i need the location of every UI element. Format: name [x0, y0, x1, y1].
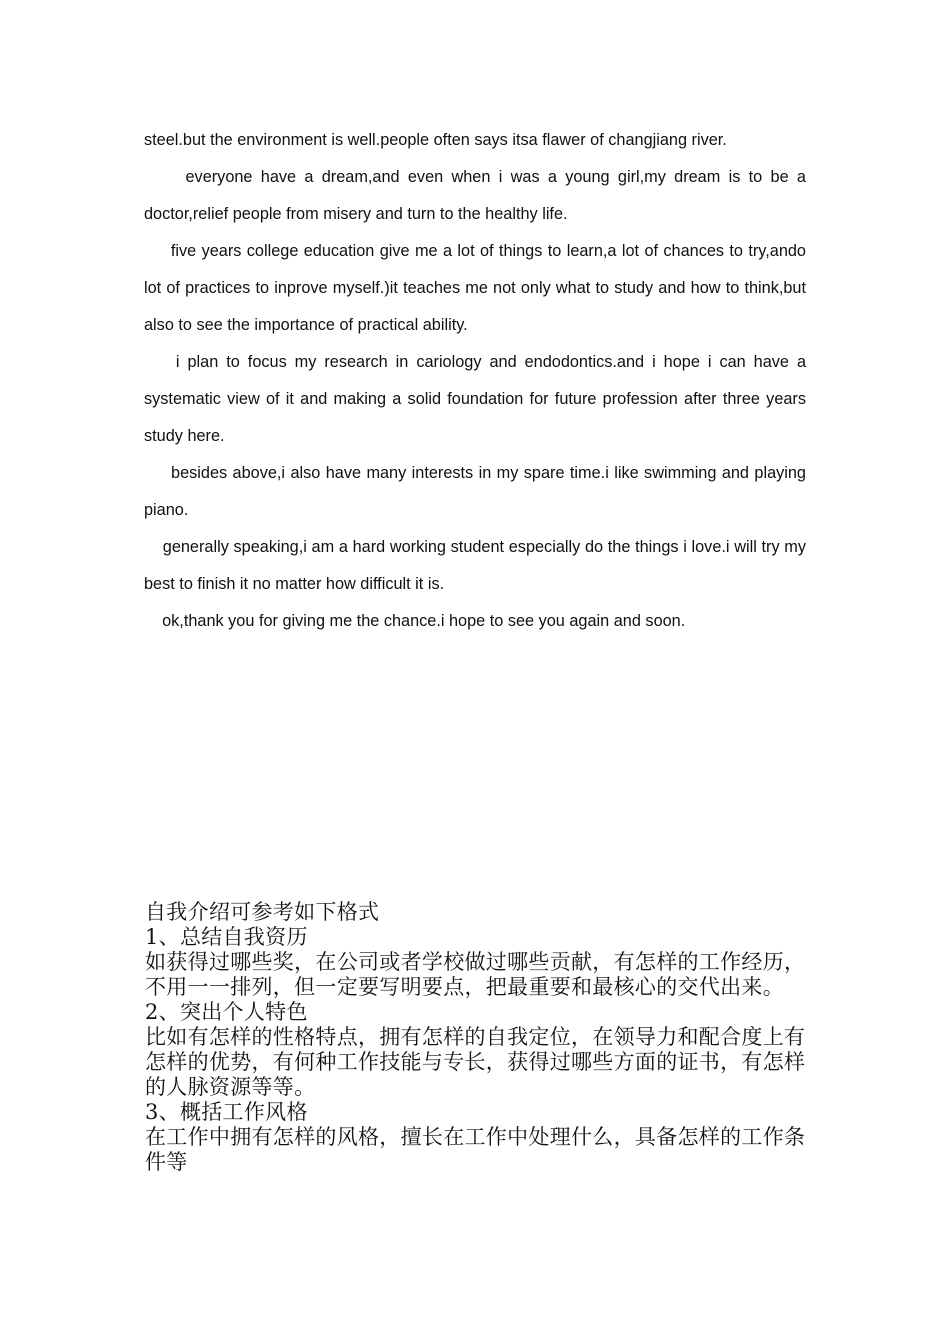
chinese-format-guide	[145, 900, 825, 1175]
paragraph-closing: ok,thank you for giving me the chance.i hope to see you again and soon.	[144, 612, 686, 630]
guide-title: 自我介绍可参考如下格式	[145, 900, 380, 924]
paragraph-dream: everyone have a dream,and even when i was a young girl,my dream is to be a doctor,relief people from misery and turn to the healthy life.	[144, 168, 806, 223]
guide-paragraph-3: 在工作中拥有怎样的风格，擅长在工作中处理什么，具备怎样的工作条件等	[145, 1125, 806, 1174]
guide-heading-3: 3、概括工作风格	[145, 1100, 308, 1124]
guide-heading-2: 2、突出个人特色	[145, 1000, 308, 1024]
guide-paragraph-2: 比如有怎样的性格特点，拥有怎样的自我定位，在领导力和配合度上有怎样的优势，有何种工作技能与专长，获得过哪些方面的证书，有怎样的人脉资源等等。	[145, 1025, 806, 1099]
paragraph-hometown-ending: steel.but the environment is well.people often says itsa flawer of changjiang river.	[144, 131, 727, 149]
guide-paragraph-1: 如获得过哪些奖，在公司或者学校做过哪些贡献，有怎样的工作经历，不用一一排列，但一定要写明要点，把最重要和最核心的交代出来。	[145, 950, 806, 999]
paragraph-personality: generally speaking,i am a hard working student especially do the things i love.i will try my best to finish it no matter how difficult it is.	[144, 538, 806, 593]
paragraph-interests: besides above,i also have many interests in my spare time.i like swimming and playing piano.	[144, 464, 806, 519]
guide-heading-1: 1、总结自我资历	[145, 925, 308, 949]
english-self-introduction	[144, 122, 806, 640]
paragraph-education: five years college education give me a lot of things to learn,a lot of chances to try,ando lot of practices to inprove myself.)it teaches me not only what to study and how to think,but also to see the importance of practical ability.	[144, 242, 806, 334]
paragraph-research-plan: i plan to focus my research in cariology and endodontics.and i hope i can have a systematic view of it and making a solid foundation for future profession after three years study here.	[144, 353, 806, 445]
